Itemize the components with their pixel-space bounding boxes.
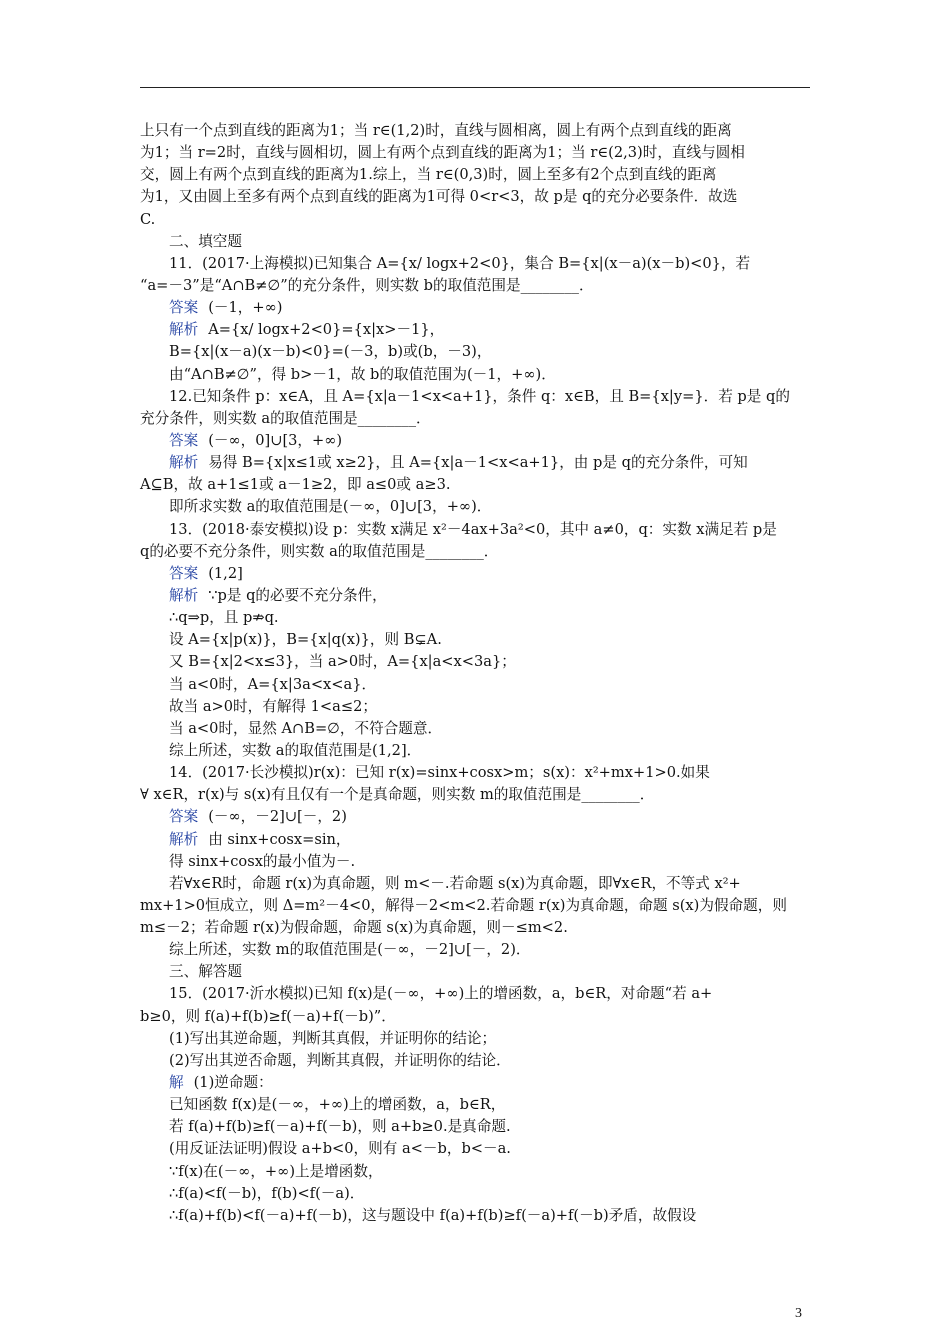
line-text: ∵p是 q的必要不充分条件， [208, 586, 387, 604]
line-text: (1)写出其逆命题，判断其真假，并证明你的结论； [169, 1029, 497, 1047]
text-line [140, 961, 812, 983]
text-line [140, 275, 812, 297]
line-text: (2)写出其逆否命题，判断其真假，并证明你的结论． [169, 1051, 511, 1069]
text-line [140, 1072, 812, 1094]
line-text: 若∀x∈R时，命题 r(x)为真命题，则 m<－.若命题 s(x)为真命题，即∀x∈R，不等式 x²+ [169, 874, 741, 892]
line-text: q的必要不充分条件，则实数 a的取值范围是________． [140, 542, 499, 560]
line-text: 又 B={x|2<x≤3}，当 a>0时，A={x|a<x<3a}； [169, 653, 516, 671]
text-line [140, 186, 812, 208]
line-text: 已知函数 f(x)是(－∞，+∞)上的增函数，a，b∈R， [169, 1096, 506, 1114]
answer-label: 答案 [169, 431, 199, 449]
answer-label: 解 [169, 1074, 184, 1092]
line-text: ∀ x∈R，r(x)与 s(x)有且仅有一个是真命题，则实数 m的取值范围是________． [140, 786, 655, 804]
text-line [140, 740, 812, 762]
line-text: 交，圆上有两个点到直线的距离为1.综上，当 r∈(0,3)时，圆上至多有2个点到直线的距离 [140, 166, 717, 184]
page-number: 3 [795, 1306, 802, 1321]
text-line [140, 541, 812, 563]
text-line [140, 718, 812, 740]
line-text: 综上所述，实数 a的取值范围是(1,2]． [169, 741, 422, 759]
answer-label: 解析 [169, 321, 199, 339]
line-text: 13．(2018·泰安模拟)设 p：实数 x满足 x²－4ax+3a²<0，其中 a≠0，q：实数 x满足若 p是 [169, 520, 777, 538]
text-line [140, 231, 812, 253]
line-text: (1,2] [208, 564, 243, 582]
line-text: 综上所述，实数 m的取值范围是(－∞，－2]∪[－，2)． [169, 941, 531, 959]
text-line [140, 297, 812, 319]
line-text: 由“A∩B≠∅”，得 b>－1，故 b的取值范围为(－1，+∞)． [169, 365, 556, 383]
text-line [140, 1094, 812, 1116]
line-text: 故当 a>0时，有解得 1<a≤2； [169, 697, 377, 715]
line-text: 易得 B={x|x≤1或 x≥2}，且 A={x|a－1<x<a+1}，由 p是 q的充分条件，可知 [208, 454, 748, 472]
text-line [140, 983, 812, 1005]
text-line [140, 386, 812, 408]
line-text: (－∞，－2]∪[－，2) [208, 808, 347, 826]
text-line [140, 829, 812, 851]
text-line [140, 607, 812, 629]
text-line [140, 873, 812, 895]
text-line [140, 430, 812, 452]
text-line [140, 164, 812, 186]
text-line [140, 142, 812, 164]
text-line [140, 319, 812, 341]
text-line [140, 1183, 812, 1205]
answer-label: 解析 [169, 454, 199, 472]
text-line [140, 1006, 812, 1028]
text-line [140, 917, 812, 939]
line-text: 设 A={x|p(x)}，B={x|q(x)}，则 B⊊A. [169, 631, 442, 649]
text-line [140, 784, 812, 806]
text-line [140, 1138, 812, 1160]
line-text: 12.已知条件 p：x∈A，且 A={x|a－1<x<a+1}，条件 q：x∈B，且 B={x|y=}．若 p是 q的 [169, 387, 790, 405]
text-line [140, 253, 812, 275]
text-line [140, 452, 812, 474]
text-line [140, 1028, 812, 1050]
line-text: 11．(2017·上海模拟)已知集合 A={x/ logx+2<0}，集合 B={x|(x－a)(x－b)<0}，若 [169, 254, 751, 272]
line-text: (1)逆命题： [193, 1074, 273, 1092]
line-text: ∴q⇒p，且 p⇏q. [169, 609, 279, 627]
text-line [140, 209, 812, 231]
text-line [140, 1116, 812, 1138]
line-text: 上只有一个点到直线的距离为1；当 r∈(1,2)时，直线与圆相离，圆上有两个点到直线的距离 [140, 122, 732, 139]
text-line [140, 496, 812, 518]
answer-label: 答案 [169, 299, 199, 317]
text-line [140, 1050, 812, 1072]
line-text: ∴f(a)+f(b)<f(－a)+f(－b)，这与题设中 f(a)+f(b)≥f(－a)+f(－b)矛盾，故假设 [169, 1206, 697, 1224]
line-text: b≥0，则 f(a)+f(b)≥f(－a)+f(－b)”． [140, 1007, 396, 1025]
text-line [140, 474, 812, 496]
line-text: 当 a<0时，A={x|3a<x<a}． [169, 675, 377, 693]
line-text: A={x/ logx+2<0}={x|x>－1}， [208, 321, 445, 339]
text-line [140, 851, 812, 873]
document-body [140, 120, 812, 1227]
text-line [140, 651, 812, 673]
line-text: 14．(2017·长沙模拟)r(x)：已知 r(x)=sinx+cosx>m；s(x)：x²+mx+1>0.如果 [169, 764, 710, 782]
text-line [140, 120, 812, 142]
text-line [140, 1161, 812, 1183]
line-text: ∴f(a)<f(－b)，f(b)<f(－a)． [169, 1184, 365, 1202]
text-line [140, 895, 812, 917]
line-text: 得 sinx+cosx的最小值为－. [169, 852, 356, 870]
line-text: 由 sinx+cosx=sin， [208, 830, 351, 848]
line-text: (－1，+∞) [208, 299, 283, 317]
text-line [140, 939, 812, 961]
line-text: 二、填空题 [169, 232, 242, 250]
answer-label: 答案 [169, 808, 199, 826]
line-text: 三、解答题 [169, 963, 242, 981]
text-line [140, 806, 812, 828]
answer-label: 解析 [169, 830, 199, 848]
text-line [140, 408, 812, 430]
line-text: C. [140, 210, 156, 228]
text-line [140, 364, 812, 386]
line-text: ∵f(x)在(－∞，+∞)上是增函数， [169, 1162, 383, 1180]
line-text: 15．(2017·沂水模拟)已知 f(x)是(－∞，+∞)上的增函数，a，b∈R，对命题“若 a+ [169, 985, 713, 1003]
line-text: 为1，又由圆上至多有两个点到直线的距离为1可得 0<r<3，故 p是 q的充分必要条件．故选 [140, 188, 738, 206]
line-text: 若 f(a)+f(b)≥f(－a)+f(－b)，则 a+b≥0.是真命题. [169, 1118, 511, 1136]
text-line [140, 1205, 812, 1227]
text-line [140, 629, 812, 651]
text-line [140, 519, 812, 541]
text-line [140, 762, 812, 784]
line-text: (用反证法证明)假设 a+b<0，则有 a<－b，b<－a. [169, 1140, 511, 1158]
text-line [140, 341, 812, 363]
line-text: m≤－2；若命题 r(x)为假命题，命题 s(x)为真命题，则－≤m<2. [140, 919, 568, 937]
line-text: 即所求实数 a的取值范围是(－∞，0]∪[3，+∞)． [169, 498, 492, 516]
line-text: mx+1>0恒成立，则 Δ=m²－4<0，解得－2<m<2.若命题 r(x)为真命题，命题 s(x)为假命题，则 [140, 896, 787, 914]
text-line [140, 696, 812, 718]
line-text: 为1；当 r=2时，直线与圆相切，圆上有两个点到直线的距离为1；当 r∈(2,3)时，直线与圆相 [140, 144, 745, 162]
line-text: 充分条件，则实数 a的取值范围是________． [140, 409, 431, 427]
line-text: (－∞，0]∪[3，+∞) [208, 431, 343, 449]
line-text: 当 a<0时，显然 A∩B=∅，不符合题意． [169, 719, 443, 737]
text-line [140, 674, 812, 696]
text-line [140, 563, 812, 585]
answer-label: 解析 [169, 586, 199, 604]
header-rule [140, 87, 810, 88]
answer-label: 答案 [169, 564, 199, 582]
line-text: “a=－3”是“A∩B≠∅”的充分条件，则实数 b的取值范围是________． [140, 276, 594, 294]
line-text: B={x|(x－a)(x－b)<0}=(－3，b)或(b，－3)， [169, 343, 492, 361]
text-line [140, 585, 812, 607]
line-text: A⊆B，故 a+1≤1或 a－1≥2，即 a≤0或 a≥3. [140, 476, 451, 494]
